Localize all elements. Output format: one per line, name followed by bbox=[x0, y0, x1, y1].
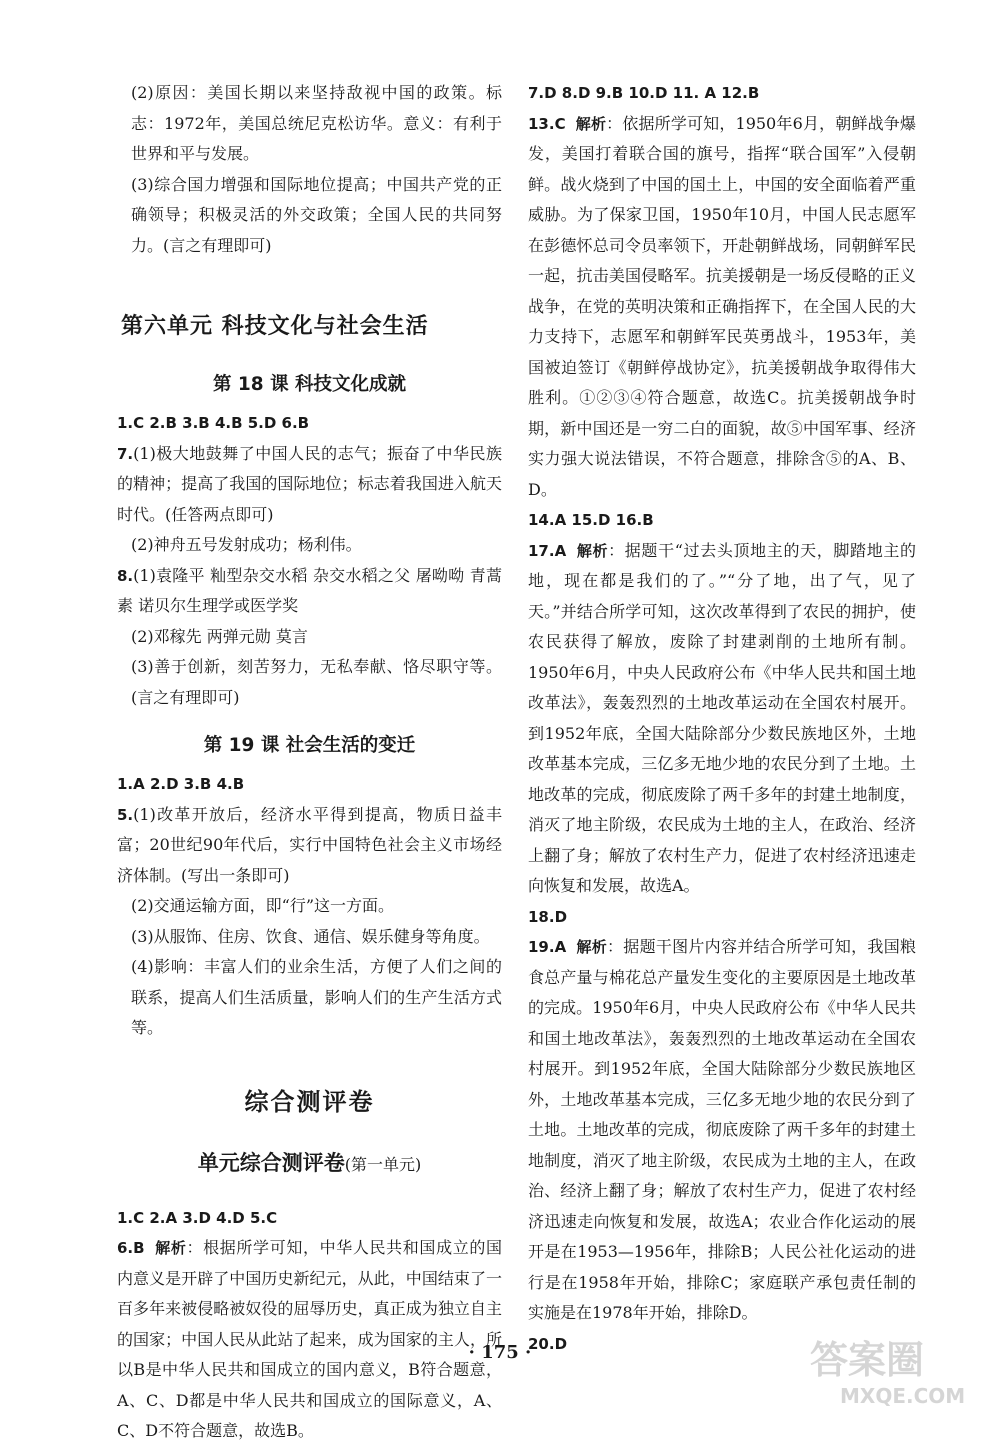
answer-number: 20.D bbox=[528, 1334, 568, 1353]
left-column bbox=[117, 78, 502, 1447]
subtitle-note: (第一单元) bbox=[344, 1154, 422, 1174]
answer-paragraph bbox=[117, 1233, 502, 1447]
page-number: · 175 · bbox=[468, 1342, 532, 1363]
answer-number: 19.A bbox=[528, 938, 567, 956]
paragraph-text: ：依据所学可知，1950年6月，朝鲜战争爆发，美国打着联合国的旗号，指挥“联合国军”入侵朝鲜。战火烧到了中国的国土上，中国的安全面临着严重威胁。为了保家卫国，1950年10月，中国人民志愿军在彭德怀总司令员率领下，开赴朝鲜战场，同朝鲜军民一起，抗击美国侵略军。抗美援朝是一场反侵略的正义战争，在党的英明决策和正确指挥下，在全国人民的大力支持下，志愿军和朝鲜军民英勇战斗，1953年，美国被迫签订《朝鲜停战协定》，抗美援朝战争取得伟大胜利。①②③④符合题意，故选C。抗美援朝战争时期，新中国还是一穷二白的面貌，故⑤中国军事、经济实力强大说法错误，不符合题意，排除含⑤的A、B、D。 bbox=[528, 113, 916, 499]
paragraph-text: (2)邓稼先 两弹元勋 莫言 bbox=[131, 626, 308, 646]
answer-paragraph bbox=[117, 652, 502, 713]
answer-paragraph bbox=[528, 932, 916, 1329]
paragraph-text: ：根据所学可知，中华人民共和国成立的国内意义是开辟了中国历史新纪元，从此，中国结束了一百多年来被侵略被奴役的屈辱历史，真正成为独立自主的国家；中国人民从此站了起来，成为国家的主人，所以B是中华人民共和国成立的国内意义，B符合题意，A、C、D都是中华人民共和国成立的国际意义，A、C、D不符合题意，故选B。 bbox=[117, 1238, 502, 1440]
paragraph-text: 第 19 课 社会生活的变迁 bbox=[203, 735, 416, 756]
answer-paragraph bbox=[528, 109, 916, 506]
answer-number: 7.D 8.D 9.B 10.D 11. A 12.B bbox=[528, 84, 760, 102]
paragraph-text: (1)袁隆平 籼型杂交水稻 杂交水稻之父 屠呦呦 青蒿素 诺贝尔生理学或医学奖 bbox=[117, 565, 502, 615]
unit-heading bbox=[121, 309, 502, 340]
paragraph-text: (2)原因：美国长期以来坚持敌视中国的政策。标志：1972年，美国总统尼克松访华。意义：有利于世界和平与发展。 bbox=[131, 83, 502, 163]
section-subtitle bbox=[117, 1147, 502, 1177]
answer-paragraph bbox=[528, 505, 916, 536]
answer-number: 13.C bbox=[528, 114, 566, 133]
paragraph-text: 第六单元 科技文化与社会生活 bbox=[121, 314, 429, 339]
answer-number: 1.C 2.A 3.D 4.D 5.C bbox=[117, 1208, 278, 1227]
paragraph-text: (4)影响：丰富人们的业余生活，方便了人们之间的联系，提高人们生活质量，影响人们的生产生活方式等。 bbox=[131, 957, 502, 1037]
answer-paragraph bbox=[117, 1203, 502, 1234]
paragraph-text: (3)综合国力增强和国际地位提高；中国共产党的正确领导；积极灵活的外交政策；全国人民的共同努力。(言之有理即可) bbox=[131, 174, 502, 255]
answer-paragraph bbox=[117, 530, 502, 561]
answer-number: 17.A bbox=[528, 541, 567, 560]
answer-paragraph bbox=[528, 78, 916, 109]
paragraph-text: 单元综合测评卷 bbox=[197, 1150, 345, 1175]
answer-number: 6.B bbox=[117, 1239, 145, 1257]
watermark-logo bbox=[800, 1325, 990, 1415]
answer-paragraph bbox=[117, 78, 502, 170]
watermark-text: 答案圈 bbox=[810, 1338, 925, 1382]
answer-paragraph bbox=[117, 891, 502, 922]
answer-number: 7. bbox=[117, 444, 134, 463]
answer-number: 14.A 15.D 16.B bbox=[528, 511, 654, 529]
right-column bbox=[528, 78, 916, 1359]
analysis-label: 解析 bbox=[576, 938, 608, 956]
section-title bbox=[117, 1082, 502, 1117]
answer-paragraph bbox=[117, 439, 502, 531]
answer-paragraph bbox=[117, 800, 502, 892]
analysis-label: 解析 bbox=[576, 541, 609, 560]
paragraph-text: 综合测评卷 bbox=[244, 1087, 375, 1116]
paragraph-text: 第 18 课 科技文化成就 bbox=[212, 374, 407, 395]
paragraph-text: (2)交通运输方面，即“行”这一方面。 bbox=[131, 896, 395, 915]
analysis-label: 解析 bbox=[575, 114, 607, 133]
analysis-label: 解析 bbox=[154, 1239, 187, 1257]
answer-paragraph bbox=[528, 902, 916, 933]
paragraph-text: ：据题干“过去头顶地主的天，脚踏地主的地，现在都是我们的了。”“分了地，出了气，见了天。”并结合所学可知，这次改革得到了农民的拥护，使农民获得了解放，废除了封建剥削的土地所有制。1950年6月，中央人民政府公布《中华人民共和国土地改革法》，轰轰烈烈的土地改革运动在全国农村展开。到1952年底，全国大陆除部分少数民族地区外，土地改革基本完成，三亿多无地少地的农民分到了土地。土地改革的完成，彻底废除了两千多年的封建土地制度，消灭了地主阶级，农民成为土地的主人，在政治、经济上翻了身；解放了农村生产力，促进了农村经济迅速走向恢复和发展，故选A。 bbox=[528, 540, 916, 895]
paragraph-text: (3)从服饰、住房、饮食、通信、娱乐健身等角度。 bbox=[131, 926, 490, 946]
answer-paragraph bbox=[117, 769, 502, 800]
answer-paragraph bbox=[117, 408, 502, 439]
paragraph-text: ：据题干图片内容并结合所学可知，我国粮食总产量与棉花总产量发生变化的主要原因是土地改革的完成。1950年6月，中央人民政府公布《中华人民共和国土地改革法》，轰轰烈烈的土地改革运动在全国农村展开。到1952年底，全国大陆除部分少数民族地区外，土地改革基本完成，三亿多无地少地的农民分到了土地。土地改革的完成，彻底废除了两千多年的封建土地制度，消灭了地主阶级，农民成为土地的主人，在政治、经济上翻了身；解放了农村生产力，促进了农村经济迅速走向恢复和发展，故选A；农业合作化运动的展开是在1953—1956年，排除B；人民公社化运动的进行是在1958年开始，排除C；家庭联产承包责任制的实施是在1978年开始，排除D。 bbox=[528, 937, 916, 1322]
answer-number: 18.D bbox=[528, 907, 568, 926]
lesson-heading bbox=[117, 370, 502, 396]
answer-paragraph bbox=[117, 922, 502, 953]
answer-paragraph bbox=[117, 952, 502, 1044]
answer-paragraph bbox=[117, 170, 502, 262]
answer-number: 8. bbox=[117, 566, 134, 585]
answer-paragraph bbox=[117, 622, 502, 653]
paragraph-text: (3)善于创新，刻苦努力，无私奉献、恪尽职守等。(言之有理即可) bbox=[131, 657, 502, 707]
watermark-url: MXQE.COM bbox=[840, 1384, 966, 1408]
answer-number: 1.A 2.D 3.B 4.B bbox=[117, 775, 245, 793]
paragraph-text: (1)极大地鼓舞了中国人民的志气；振奋了中华民族的精神；提高了我国的国际地位；标志着我国进入航天时代。(任答两点即可) bbox=[117, 443, 502, 524]
answer-paragraph bbox=[528, 536, 916, 902]
paragraph-text: (2)神舟五号发射成功；杨利伟。 bbox=[131, 535, 362, 554]
answer-number: 5. bbox=[117, 805, 134, 824]
paragraph-text: (1)改革开放后，经济水平得到提高，物质日益丰富；20世纪90年代后，实行中国特色社会主义市场经济体制。(写出一条即可) bbox=[117, 804, 502, 885]
answer-number: 1.C 2.B 3.B 4.B 5.D 6.B bbox=[117, 414, 310, 432]
answer-paragraph bbox=[117, 561, 502, 622]
lesson-heading bbox=[117, 731, 502, 757]
